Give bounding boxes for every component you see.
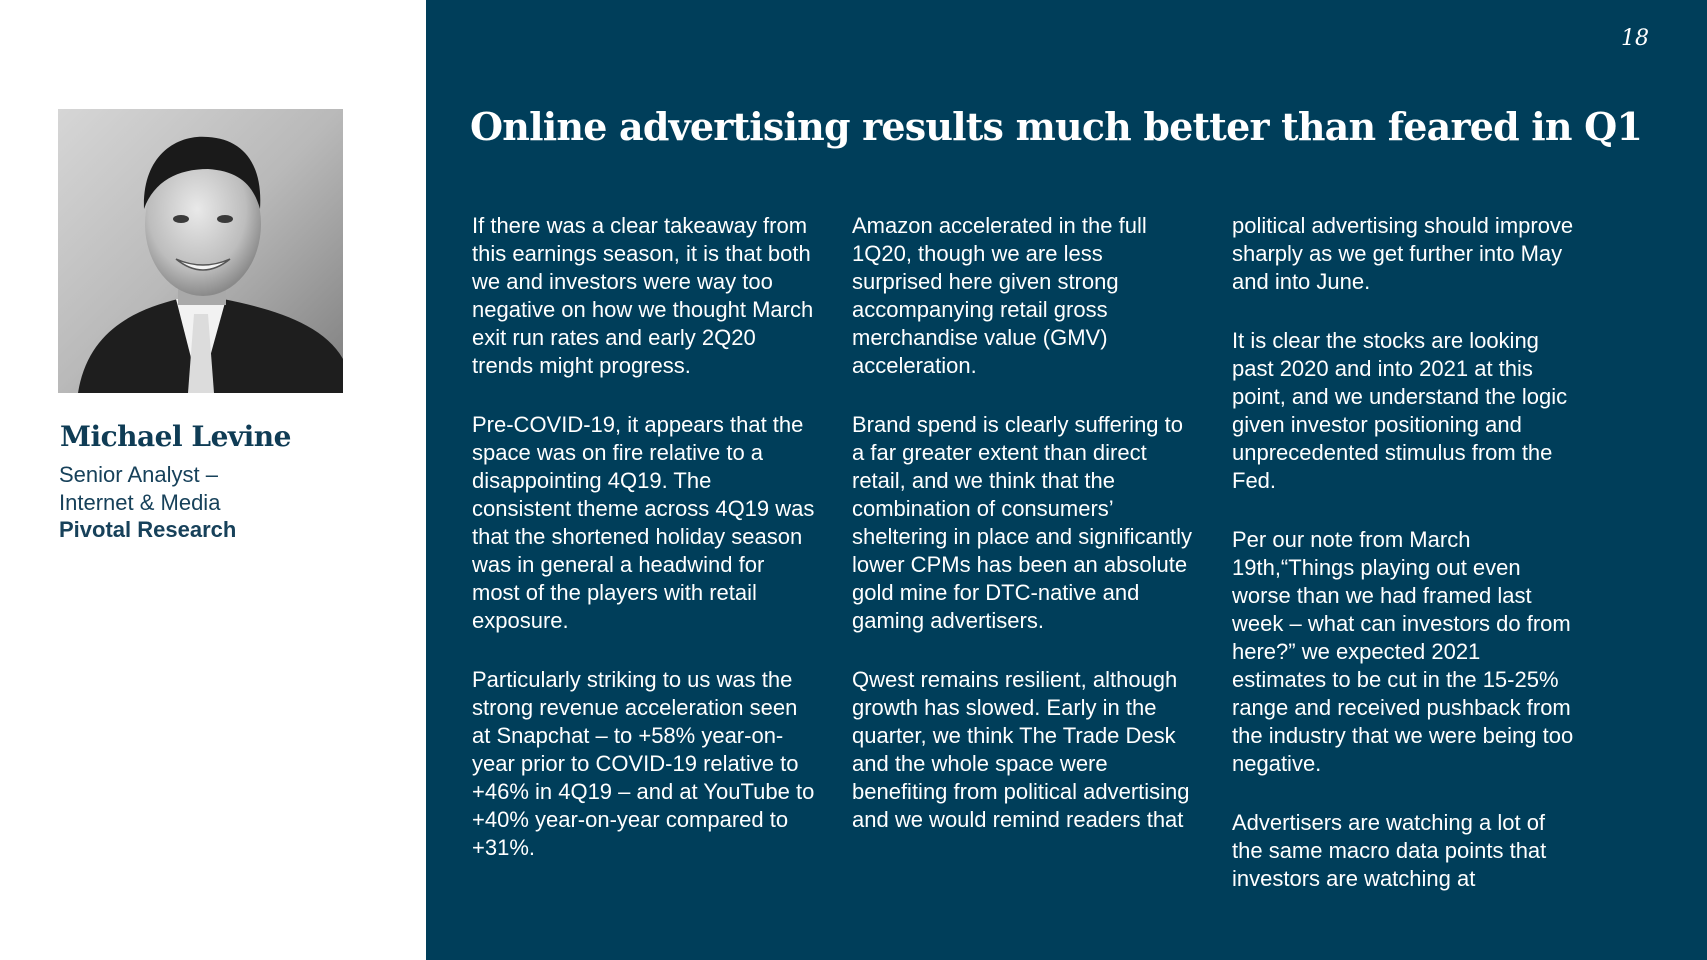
article-paragraph: Per our note from March 19th,“Things playing out even worse than we had framed last week – what can investors do from here?” we expected 2021 estimates to be cut in the 15-25% range and received pushback from the industry that we were being too negative.: [1232, 527, 1574, 776]
article-body: [472, 212, 1652, 902]
article-column-2: [852, 212, 1196, 902]
author-firm: Pivotal Research: [59, 517, 237, 542]
author-name: Michael Levine: [60, 420, 291, 453]
author-panel: [0, 0, 426, 960]
article-paragraph: political advertising should improve sharply as we get further into May and into June.: [1232, 213, 1574, 294]
article-paragraph: Advertisers are watching a lot of the same macro data points that investors are watching at: [1232, 810, 1547, 891]
article-column-3: [1232, 212, 1576, 902]
article-paragraph: It is clear the stocks are looking past 2020 and into 2021 at this point, and we understand the logic given investor positioning and unprecedented stimulus from the Fed.: [1232, 328, 1568, 493]
article-panel: [426, 0, 1707, 960]
author-role-line: Senior Analyst –: [59, 462, 218, 487]
article-paragraph: Pre-COVID-19, it appears that the space was on fire relative to a disappointing 4Q19. The consistent theme across 4Q19 was that the shortened holiday season was in general a headwind for most of the players with retail exposure.: [472, 412, 815, 633]
article-paragraph: Particularly striking to us was the strong revenue acceleration seen at Snapchat – to +58% year-on-year prior to COVID-19 relative to +46% in 4Q19 – and at YouTube to +40% year-on-year compared to +31%.: [472, 667, 815, 860]
article-paragraph: If there was a clear takeaway from this earnings season, it is that both we and investors were way too negative on how we thought March exit run rates and early 2Q20 trends might progress.: [472, 213, 814, 378]
article-paragraph: Amazon accelerated in the full 1Q20, though we are less surprised here given strong accompanying retail gross merchandise value (GMV) acceleration.: [852, 213, 1147, 378]
page-number: 18: [1621, 26, 1649, 51]
article-title: Online advertising results much better than feared in Q1: [470, 104, 1643, 149]
portrait-image: [58, 109, 343, 393]
article-paragraph: Brand spend is clearly suffering to a far greater extent than direct retail, and we think that the combination of consumers’ sheltering in place and significantly lower CPMs has been an absolute gold mine for DTC-native and gaming advertisers.: [852, 412, 1192, 633]
article-paragraph: Qwest remains resilient, although growth has slowed. Early in the quarter, we think The Trade Desk and the whole space were benefiting from political advertising and we would remind readers that: [852, 667, 1190, 832]
article-column-1: [472, 212, 816, 902]
author-portrait: [58, 109, 343, 393]
author-role: [59, 461, 359, 517]
author-role-line: Internet & Media: [59, 490, 221, 515]
